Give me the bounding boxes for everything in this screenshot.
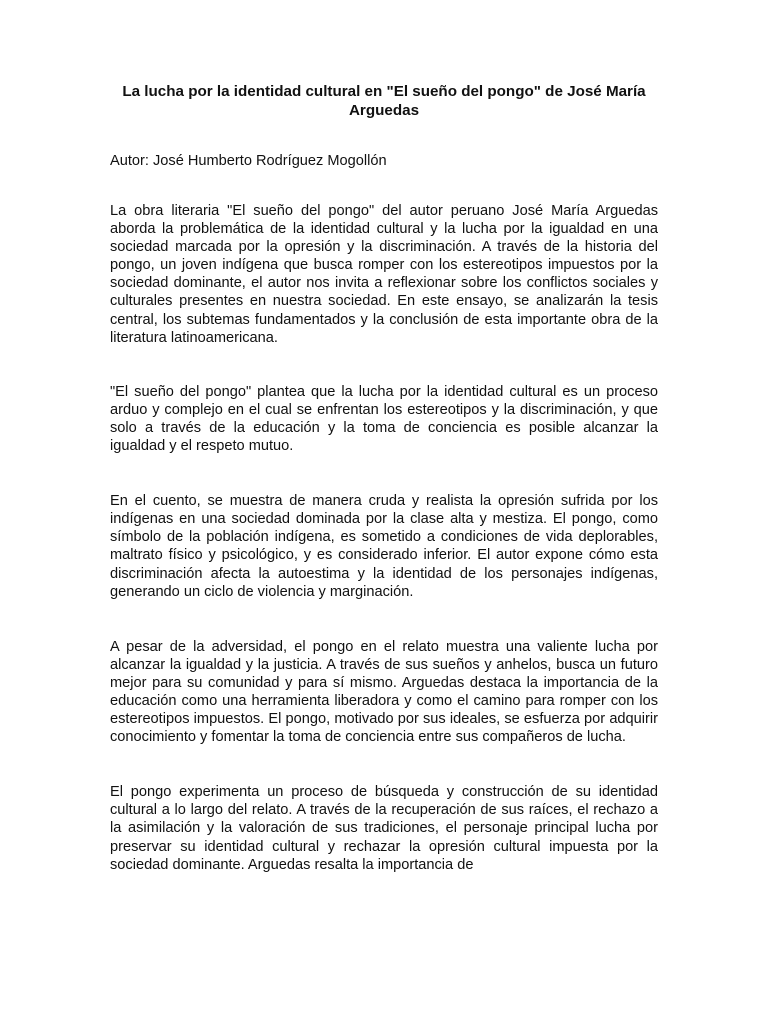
document-author: Autor: José Humberto Rodríguez Mogollón bbox=[110, 153, 387, 169]
paragraph-oppression: En el cuento, se muestra de manera cruda y realista la opresión sufrida por los indígenas en una sociedad dominada por la clase alta y mestiza. El pongo, como símbolo de la población indígena, es sometido a condiciones de vida deplorables, maltrato físico y psicológico, y es considerado inferior. El autor expone cómo esta discriminación afecta la autoestima y la identidad de los personajes indígenas, generando un ciclo de violencia y marginación. bbox=[110, 493, 658, 600]
document-body bbox=[110, 82, 658, 874]
paragraph-struggle: A pesar de la adversidad, el pongo en el relato muestra una valiente lucha por alcanzar la igualdad y la justicia. A través de sus sueños y anhelos, busca un futuro mejor para su comunidad y para sí mismo. Arguedas destaca la importancia de la educación como una herramienta liberadora y como el camino para romper con los estereotipos impuestos. El pongo, motivado por sus ideales, se esfuerza por adquirir conocimiento y fomentar la toma de conciencia entre sus compañeros de lucha. bbox=[110, 638, 658, 746]
paragraph-thesis: "El sueño del pongo" plantea que la lucha por la identidad cultural es un proceso arduo y complejo en el cual se enfrentan los estereotipos y la discriminación, y que solo a través de la educación y la toma de conciencia es posible alcanzar la igualdad y el respeto mutuo. bbox=[110, 383, 658, 455]
paragraph-introduction: La obra literaria "El sueño del pongo" del autor peruano José María Arguedas aborda la problemática de la identidad cultural y la lucha por la igualdad en una sociedad marcada por la opresión y la discriminación. A través de la historia del pongo, un joven indígena que busca romper con los estereotipos impuestos por la sociedad dominante, el autor nos invita a reflexionar sobre los conflictos sociales y culturales presentes en nuestra sociedad. En este ensayo, se analizarán la tesis central, los subtemas fundamentados y la conclusión de esta importante obra de la literatura latinoamericana. bbox=[110, 203, 658, 346]
document-title: La lucha por la identidad cultural en "El sueño del pongo" de José María Arguedas bbox=[122, 83, 646, 119]
paragraph-identity: El pongo experimenta un proceso de búsqueda y construcción de su identidad cultural a lo largo del relato. A través de la recuperación de sus raíces, el rechazo a la asimilación y la valoración de sus tradiciones, el personaje principal lucha por preservar su identidad cultural y rechazar la opresión cultural impuesta por la sociedad dominante. Arguedas resalta la importancia de bbox=[110, 784, 658, 873]
